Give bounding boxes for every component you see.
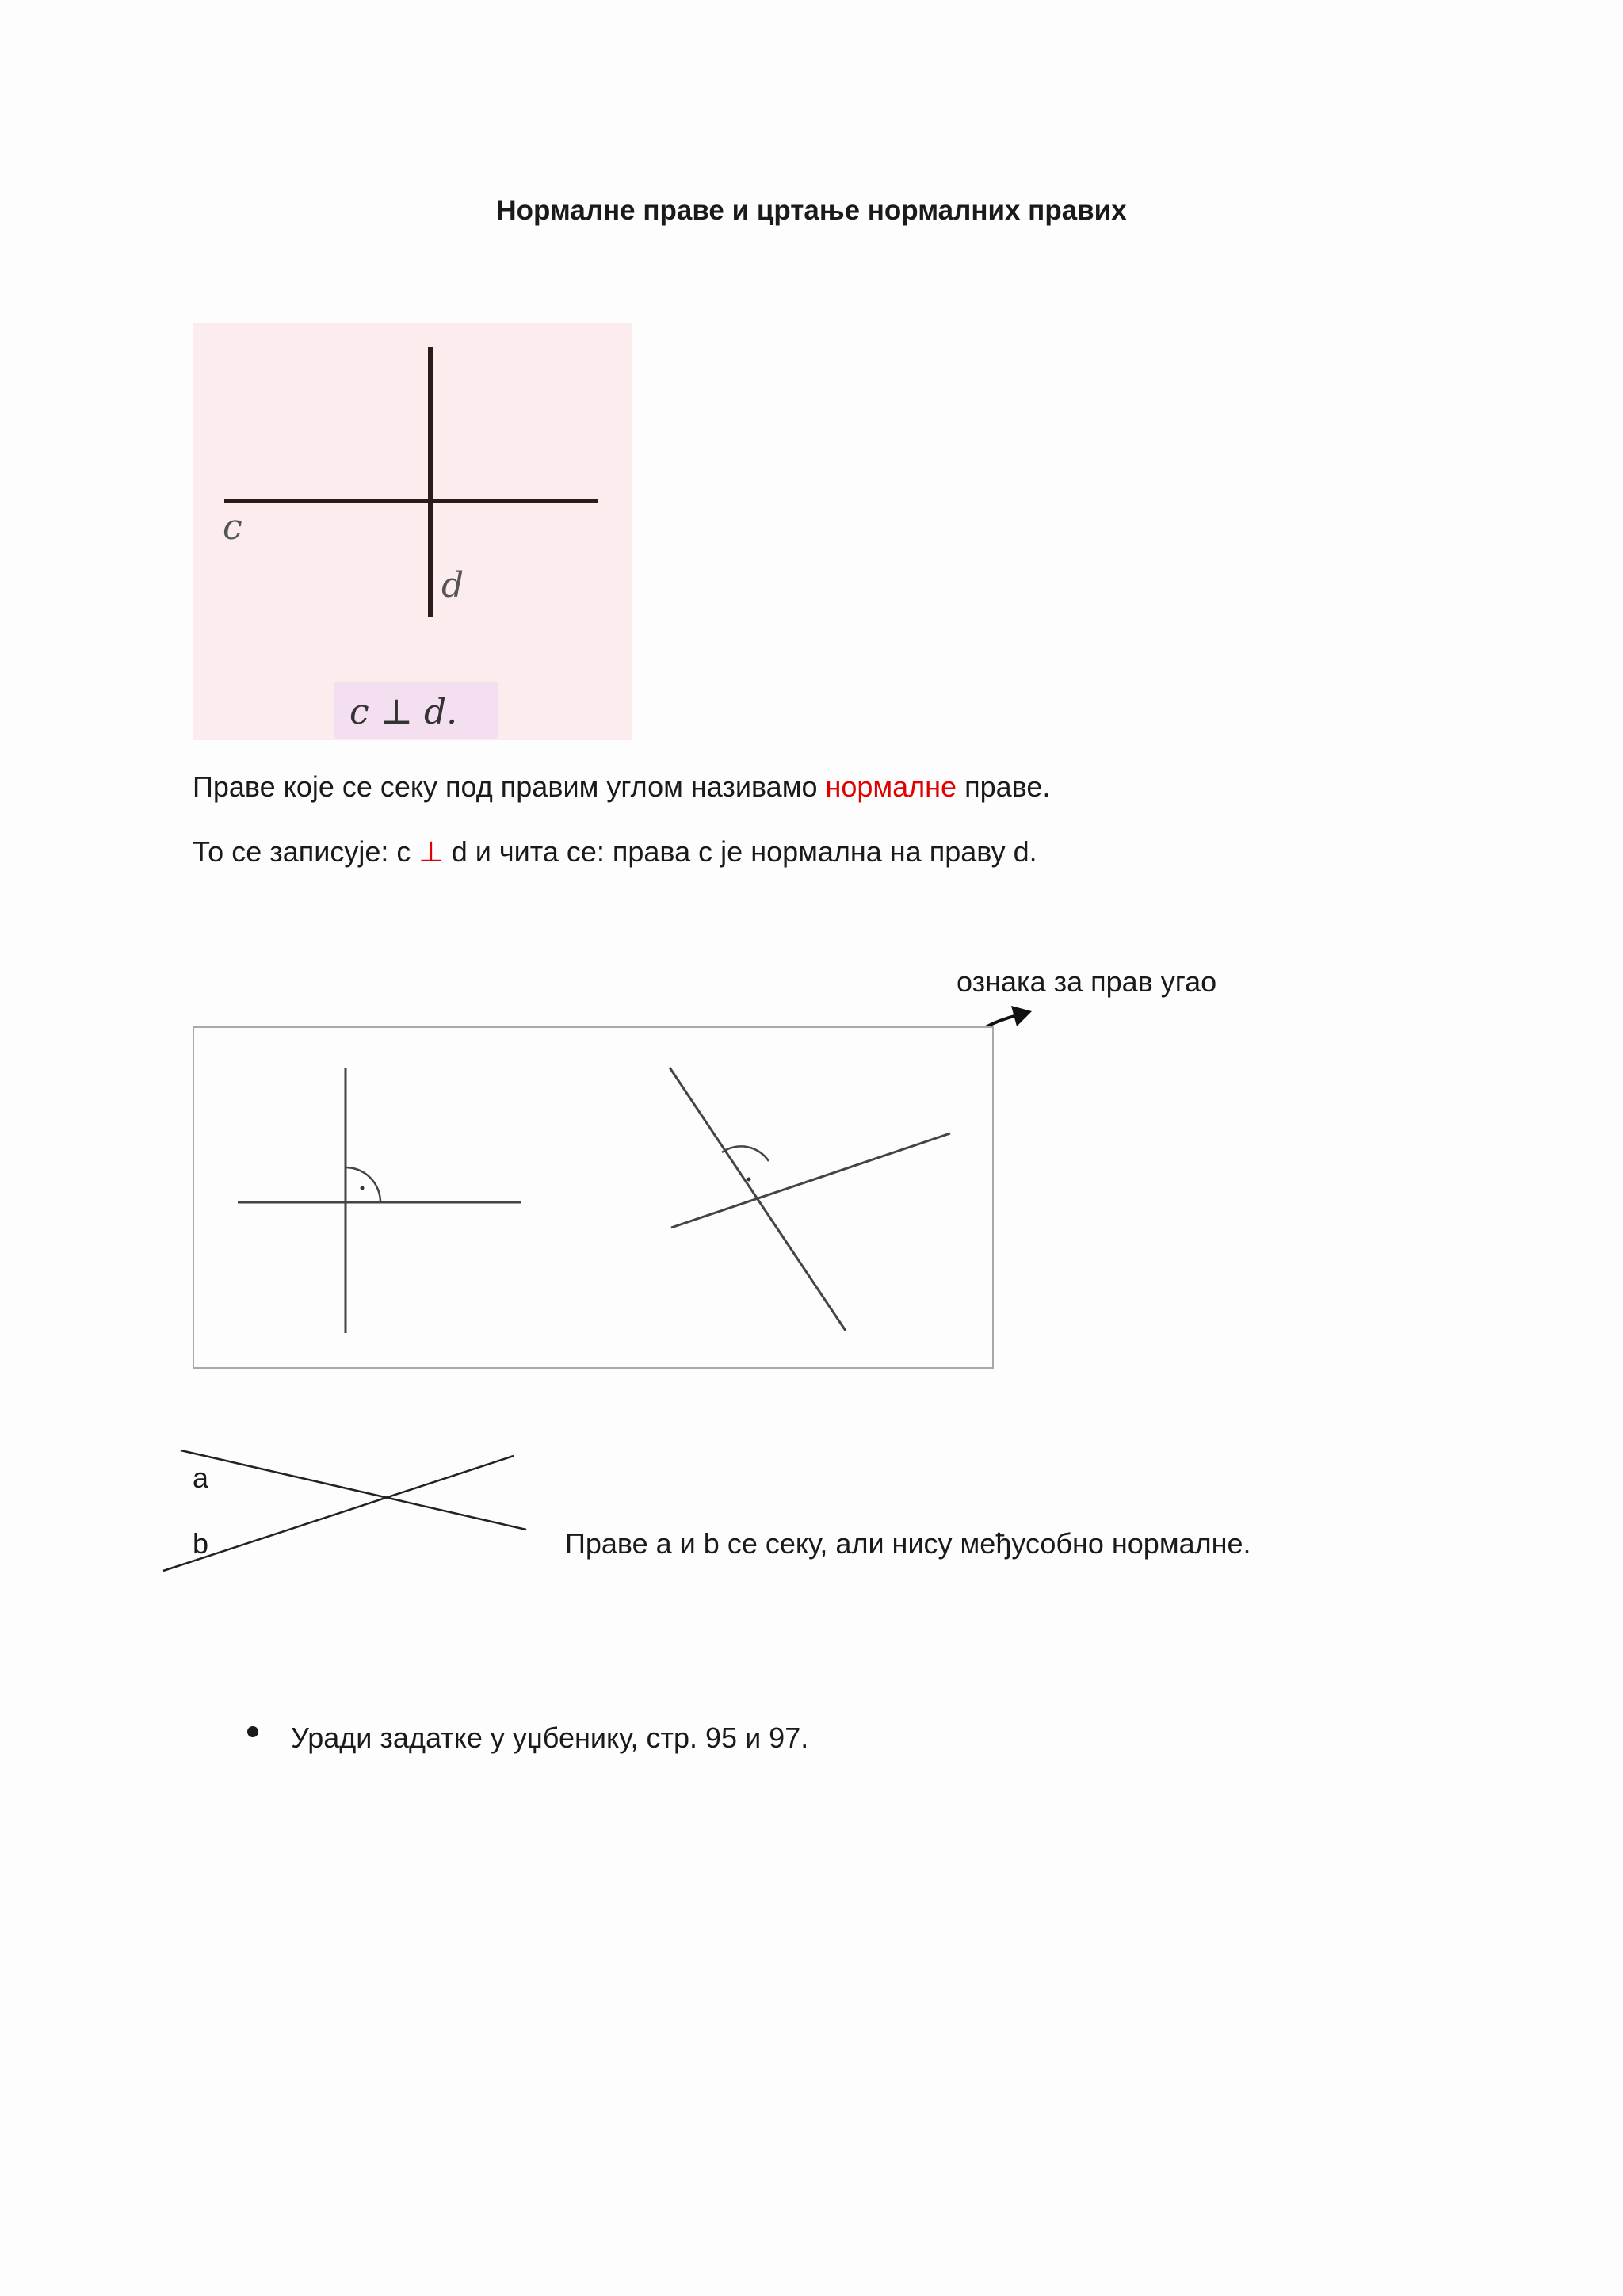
arrow-head — [1011, 1006, 1032, 1026]
notation-text-end: d и чита се: права c је нормална на праву d. — [443, 835, 1037, 868]
intersecting-description: Праве a и b се секу, али нису међусобно нормалне. — [565, 1527, 1251, 1560]
right-angle-arc-right — [722, 1146, 769, 1161]
definition-paragraph — [193, 770, 1050, 804]
line-b — [163, 1456, 514, 1571]
notation-text-start: То се записује: c — [193, 835, 419, 868]
notation-paragraph — [193, 835, 1037, 869]
line-a — [181, 1450, 526, 1530]
perpendicular-symbol: ⊥ — [418, 835, 444, 868]
definition-text-end: праве. — [957, 770, 1051, 803]
label-c: c — [223, 507, 242, 548]
label-a: a — [193, 1461, 209, 1494]
label-d: d — [441, 565, 464, 606]
definition-text-start: Праве које се секу под правим углом називамо — [193, 770, 826, 803]
notation-text: c ⊥ d. — [349, 692, 458, 732]
definition-highlight: нормалне — [825, 770, 957, 803]
right-angle-caption: ознака за прав угао — [957, 965, 1217, 998]
right-angle-arc-left — [346, 1167, 380, 1202]
task-text: Уради задатке у уџбенику, стр. 95 и 97. — [291, 1721, 809, 1754]
bullet-point — [247, 1726, 258, 1737]
page-title: Нормалне праве и цртање нормалних правих — [496, 195, 1127, 226]
perpendicular-lines-drawing — [193, 323, 632, 740]
intersecting-lines-figure — [158, 1442, 539, 1577]
right-angle-dot-right — [747, 1178, 751, 1182]
right-angle-dot-left — [361, 1186, 365, 1190]
right-angle-figure — [193, 1026, 994, 1369]
label-b: b — [193, 1527, 209, 1560]
tilted-line-2 — [671, 1133, 950, 1228]
perpendicular-lines-figure — [193, 323, 632, 740]
right-angle-drawing — [194, 1028, 992, 1367]
